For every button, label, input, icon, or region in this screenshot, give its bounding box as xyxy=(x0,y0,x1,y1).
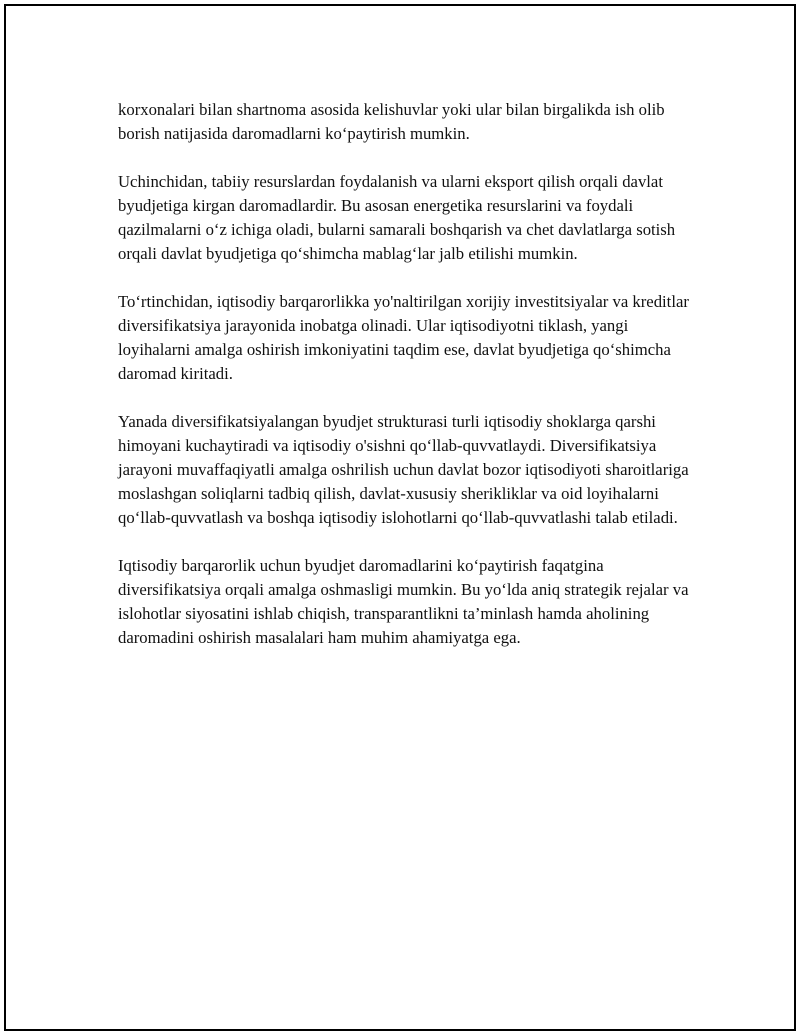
paragraph-diversification: Yanada diversifikatsiyalangan byudjet strukturasi turli iqtisodiy shoklarga qarshi himoyani kuchaytiradi va iqtisodiy o'sishni qo‘llab-quvvatlaydi. Diversifikatsiya jarayoni muvaffaqiyatli amalga oshrilish uchun davlat bozor iqtisodiyoti sharoitlariga moslashgan soliqlarni tadbiq qilish, davlat-xususiy sherikliklar va oid loyihalarni qo‘llab-quvvatlash va boshqa iqtisodiy islohotlarni qo‘llab-quvvatlashi talab etiladi. xyxy=(118,412,689,527)
document-page xyxy=(4,4,796,1031)
paragraph-conclusion: Iqtisodiy barqarorlik uchun byudjet daromadlarini ko‘paytirish faqatgina diversifikatsiya orqali amalga oshmasligi mumkin. Bu yo‘lda aniq strategik rejalar va islohotlar siyosatini ishlab chiqish, transparantlikni ta’minlash hamda aholining daromadini oshirish masalalari ham muhim ahamiyatga ega. xyxy=(118,556,689,647)
paragraph-continuation: korxonalari bilan shartnoma asosida kelishuvlar yoki ular bilan birgalikda ish olib borish natijasida daromadlarni ko‘paytirish mumkin. xyxy=(118,100,665,143)
paragraph-fourth-point: To‘rtinchidan, iqtisodiy barqarorlikka yo'naltirilgan xorijiy investitsiyalar va kreditlar diversifikatsiya jarayonida inobatga olinadi. Ular iqtisodiyotni tiklash, yangi loyihalarni amalga oshirish imkoniyatini taqdim ese, davlat byudjetiga qo‘shimcha daromad kiritadi. xyxy=(118,292,689,383)
document-body xyxy=(118,98,703,650)
paragraph-third-point: Uchinchidan, tabiiy resurslardan foydalanish va ularni eksport qilish orqali davlat byudjetiga kirgan daromadlardir. Bu asosan energetika resurslarini va foydali qazilmalarni o‘z ichiga oladi, bularni samarali boshqarish va chet davlatlarga sotish orqali davlat byudjetiga qo‘shimcha mablag‘lar jalb etilishi mumkin. xyxy=(118,172,676,263)
